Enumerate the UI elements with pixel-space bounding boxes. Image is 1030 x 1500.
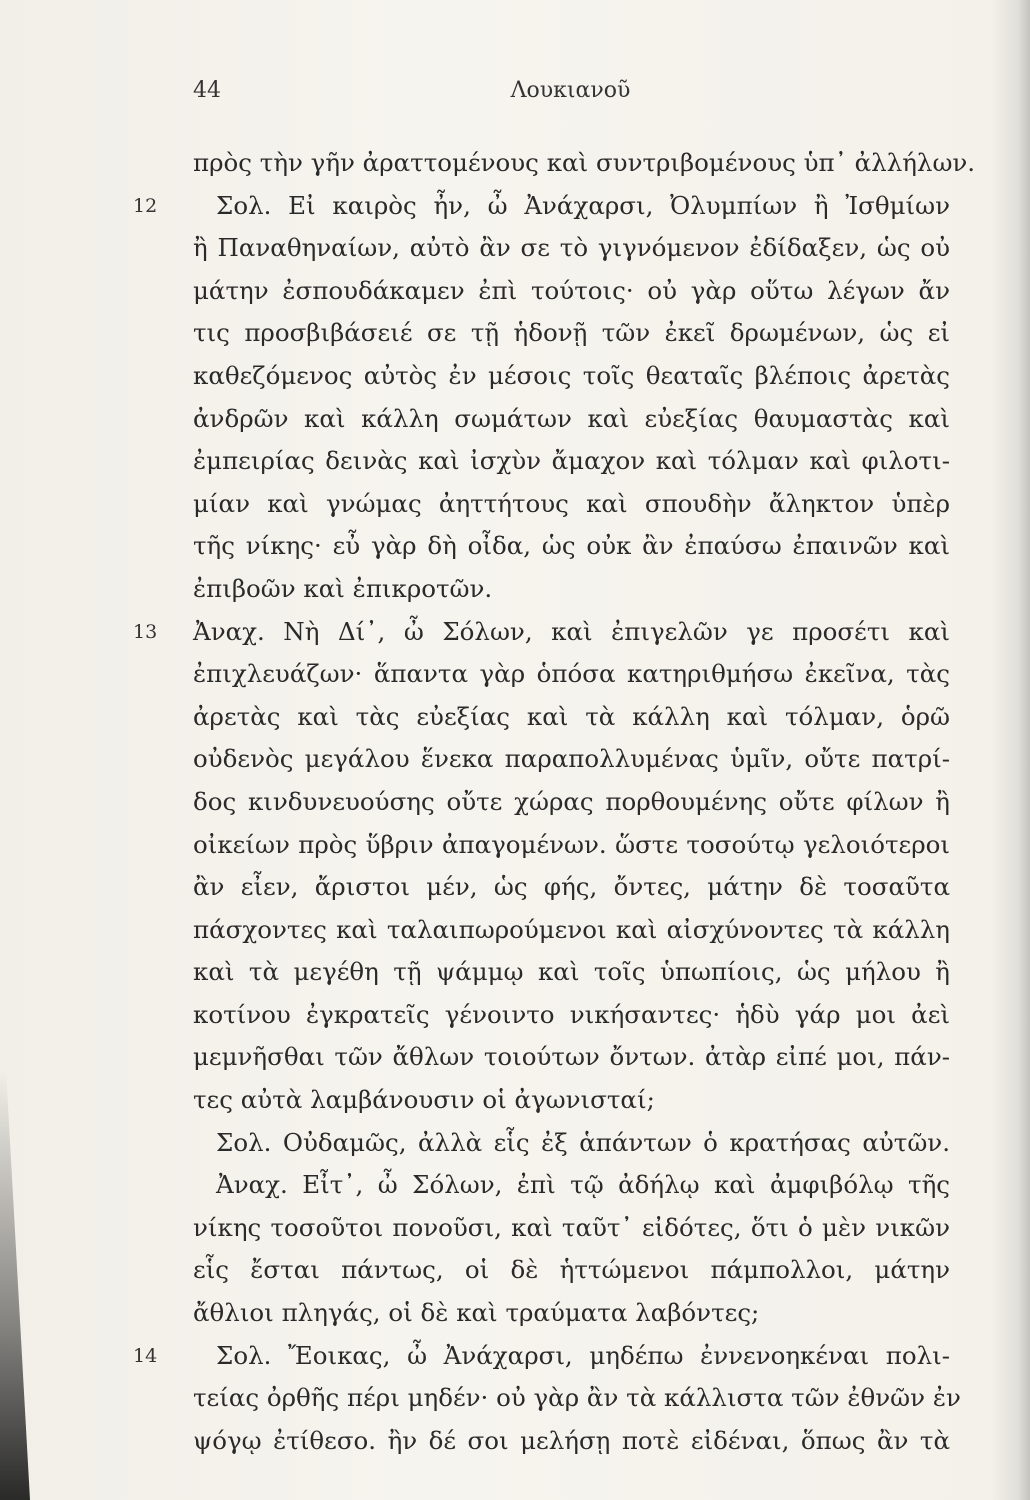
text-line (193, 994, 950, 1037)
line-text: πάσχοντες καὶ ταλαιπωρούμενοι καὶ αἰσχύνοντες τὰ κάλλη (193, 914, 950, 944)
text-line (193, 653, 950, 696)
text-line (193, 525, 950, 568)
line-text: τείας ὀρθῆς πέρι μηδέν· οὐ γὰρ ἂν τὰ κάλλιστα τῶν ἐθνῶν ἐν (193, 1383, 961, 1413)
line-text: Ἀναχ. Εἶτ᾽, ὦ Σόλων, ἐπὶ τῷ ἀδήλῳ καὶ ἀμφιβόλῳ τῆς (216, 1170, 950, 1200)
line-text: μεμνῆσθαι τῶν ἄθλων τοιούτων ὄντων. ἀτὰρ εἰπέ μοι, πάν- (193, 1042, 950, 1072)
line-text: οὐδενὸς μεγάλου ἕνεκα παραπολλυμένας ὑμῖν, οὔτε πατρί- (193, 744, 950, 774)
text-line (193, 738, 950, 781)
line-text: πρὸς τὴν γῆν ἀραττομένους καὶ συντριβομένους ὑπ᾽ ἀλλήλων. (193, 148, 976, 177)
page-header (193, 78, 948, 114)
text-line (193, 1249, 950, 1292)
page-number: 44 (193, 78, 221, 103)
text-line (193, 355, 950, 398)
line-text: ἐπιβοῶν καὶ ἐπικροτῶν. (193, 573, 493, 603)
line-text: κοτίνου ἐγκρατεῖς γένοιντο νικήσαντες· ἡδὺ γάρ μοι ἀεὶ (193, 999, 950, 1029)
line-text: καθεζόμενος αὐτὸς ἐν μέσοις τοῖς θεαταῖς βλέποις ἀρετὰς (193, 360, 950, 390)
body-text (133, 142, 976, 1462)
text-line (193, 1079, 950, 1122)
line-text: δος κινδυνευούσης οὔτε χώρας πορθουμένης οὔτε φίλων ἢ (193, 786, 950, 816)
line-text: νίκης τοσοῦτοι πονοῦσι, καὶ ταῦτ᾽ εἰδότες, ὅτι ὁ μὲν νικῶν (193, 1212, 950, 1242)
line-text: ἀρετὰς καὶ τὰς εὐεξίας καὶ τὰ κάλλη καὶ τόλμαν, ὁρῶ (193, 701, 950, 731)
text-line (193, 227, 950, 270)
section-number: 13 (133, 620, 158, 643)
line-text: Σολ. Ἔοικας, ὦ Ἀνάχαρσι, μηδέπω ἐννενοηκέναι πολι- (216, 1340, 950, 1370)
page-edge-shadow (990, 0, 1030, 1500)
text-line (133, 1335, 950, 1378)
text-line (193, 398, 950, 441)
text-line (133, 611, 950, 654)
running-title: Λουκιανοῦ (510, 78, 631, 103)
line-text: μάτην ἐσπουδάκαμεν ἐπὶ τούτοις· οὐ γὰρ οὕτω λέγων ἄν (193, 275, 950, 305)
line-text: ἀνδρῶν καὶ κάλλη σωμάτων καὶ εὐεξίας θαυμαστὰς καὶ (193, 403, 950, 433)
text-line (193, 440, 950, 483)
section-number: 14 (133, 1344, 158, 1367)
text-line (193, 1377, 961, 1420)
text-line (193, 1164, 950, 1207)
text-line (133, 185, 950, 228)
line-text: εἷς ἔσται πάντως, οἱ δὲ ἡττώμενοι πάμπολλοι, μάτην (193, 1255, 950, 1285)
line-text: Ἀναχ. Νὴ Δί᾽, ὦ Σόλων, καὶ ἐπιγελῶν γε προσέτι καὶ (193, 616, 950, 646)
line-text: μίαν καὶ γνώμας ἀηττήτους καὶ σπουδὴν ἄληκτον ὑπὲρ (193, 488, 950, 518)
line-text: καὶ τὰ μεγέθη τῇ ψάμμῳ καὶ τοῖς ὑπωπίοις, ὡς μήλου ἢ (193, 957, 950, 987)
line-text: τῆς νίκης· εὖ γὰρ δὴ οἶδα, ὡς οὐκ ἂν ἐπαύσω ἐπαινῶν καὶ (193, 531, 950, 561)
text-line (193, 1122, 950, 1165)
text-line (193, 696, 950, 739)
line-text: ἂν εἶεν, ἄριστοι μέν, ὡς φής, ὄντες, μάτην δὲ τοσαῦτα (193, 872, 950, 902)
line-text: ἐπιχλευάζων· ἅπαντα γὰρ ὁπόσα κατηριθμήσω ἐκεῖνα, τὰς (193, 659, 950, 689)
line-text: τες αὐτὰ λαμβάνουσιν οἱ ἀγωνισταί; (193, 1085, 655, 1115)
text-line (193, 270, 950, 313)
text-line (193, 951, 950, 994)
text-line (193, 909, 950, 952)
text-line (193, 568, 950, 611)
text-line (193, 312, 950, 355)
line-text: ἐμπειρίας δεινὰς καὶ ἰσχὺν ἄμαχον καὶ τόλμαν καὶ φιλοτι- (193, 446, 950, 476)
text-line (193, 866, 950, 909)
text-line (193, 781, 950, 824)
line-text: Σολ. Οὐδαμῶς, ἀλλὰ εἷς ἐξ ἁπάντων ὁ κρατήσας αὐτῶν. (216, 1127, 950, 1157)
binding-shadow (0, 1070, 30, 1500)
text-line (193, 483, 950, 526)
line-text: ἢ Παναθηναίων, αὐτὸ ἂν σε τὸ γιγνόμενον ἐδίδαξεν, ὡς οὐ (193, 233, 950, 263)
text-line (193, 824, 950, 867)
text-line (193, 142, 976, 185)
line-text: οἰκείων πρὸς ὕβριν ἀπαγομένων. ὥστε τοσούτῳ γελοιότεροι (193, 829, 950, 859)
line-text: ψόγῳ ἐτίθεσο. ἢν δέ σοι μελήσῃ ποτὲ εἰδέναι, ὅπως ἂν τὰ (193, 1425, 950, 1455)
line-text: Σολ. Εἰ καιρὸς ἦν, ὦ Ἀνάχαρσι, Ὀλυμπίων ἢ Ἰσθμίων (216, 190, 950, 220)
line-text: ἄθλιοι πληγάς, οἱ δὲ καὶ τραύματα λαβόντες; (193, 1298, 760, 1328)
text-line (193, 1420, 950, 1463)
text-line (193, 1036, 950, 1079)
section-number: 12 (133, 194, 158, 217)
line-text: τις προσβιβάσειέ σε τῇ ἡδονῇ τῶν ἐκεῖ δρωμένων, ὡς εἰ (193, 318, 950, 348)
text-line (193, 1292, 950, 1335)
text-line (193, 1207, 950, 1250)
